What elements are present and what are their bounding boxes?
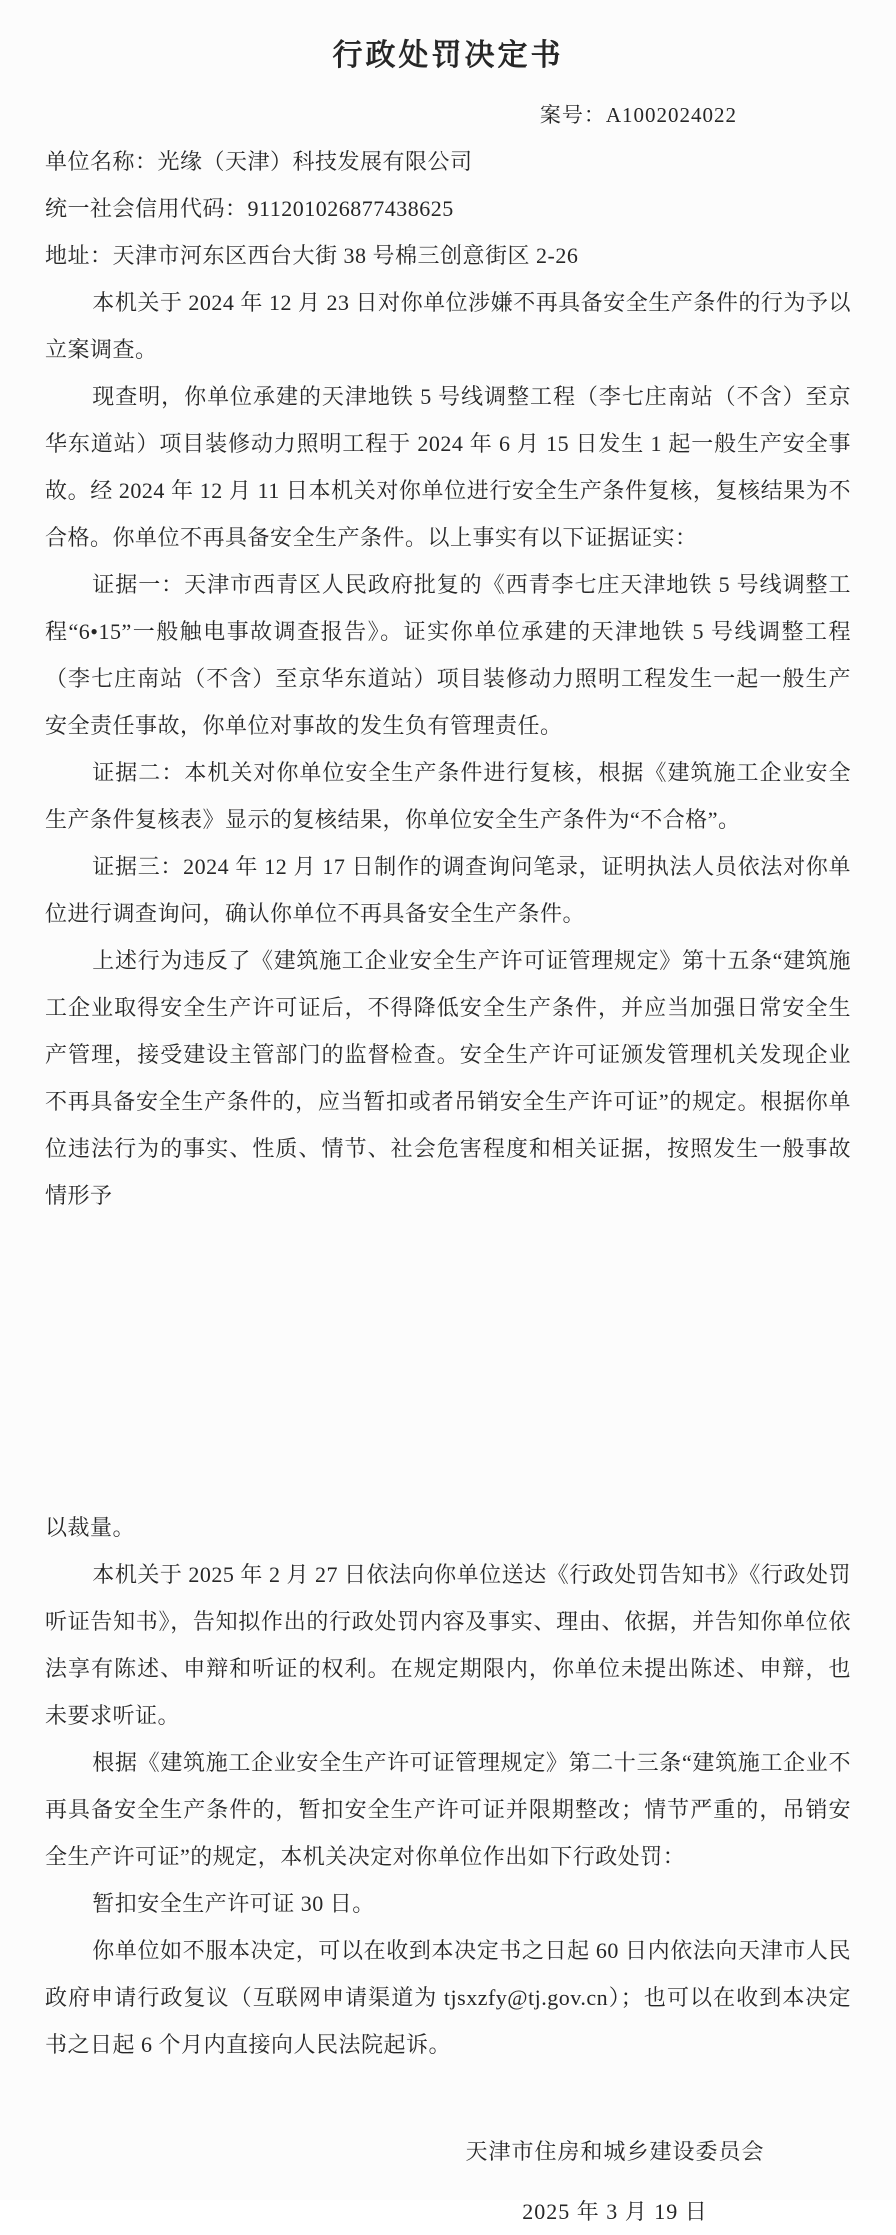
credit-code-value: 911201026877438625 [247, 196, 454, 221]
credit-code-line [45, 185, 851, 232]
paragraph-penalty-decision: 暂扣安全生产许可证 30 日。 [92, 1891, 375, 1916]
unit-name-label: 单位名称： [45, 149, 158, 174]
paragraph-penalty-basis: 根据《建筑施工企业安全生产许可证管理规定》第二十三条“建筑施工企业不再具备安全生产条件的，暂扣安全生产许可证并限期整改；情节严重的，吊销安全生产许可证”的规定，本机关决定对你单位作出如下行政处罚： [45, 1750, 851, 1869]
document-body [45, 279, 851, 2068]
paragraph-evidence-1: 证据一：天津市西青区人民政府批复的《西青李七庄天津地铁 5 号线调整工程“6•15”一般触电事故调查报告》。证实你单位承建的天津地铁 5 号线调整工程（李七庄南站（不含）至京华东道站）项目装修动力照明工程发生一起一般生产安全责任事故，你单位对事故的发生负有管理责任。 [45, 572, 851, 738]
page-break-gap [45, 1219, 851, 1504]
paragraph-notification: 本机关于 2025 年 2 月 27 日依法向你单位送达《行政处罚告知书》《行政处罚听证告知书》，告知拟作出的行政处罚内容及事实、理由、依据，并告知你单位依法享有陈述、申辩和听证的权利。在规定期限内，你单位未提出陈述、申辩，也未要求听证。 [45, 1562, 851, 1728]
paragraph-evidence-2: 证据二：本机关对你单位安全生产条件进行复核，根据《建筑施工企业安全生产条件复核表》显示的复核结果，你单位安全生产条件为“不合格”。 [45, 760, 851, 832]
paragraph-violation-part-2: 以裁量。 [45, 1515, 136, 1540]
paragraph-filing: 本机关于 2024 年 12 月 23 日对你单位涉嫌不再具备安全生产条件的行为予以立案调查。 [45, 290, 851, 362]
unit-name-value: 光缘（天津）科技发展有限公司 [157, 149, 473, 174]
unit-name-line [45, 138, 851, 185]
document-title: 行政处罚决定书 [332, 39, 564, 72]
signature-block [355, 2128, 875, 2235]
paragraph-findings: 现查明，你单位承建的天津地铁 5 号线调整工程（李七庄南站（不含）至京华东道站）项目装修动力照明工程于 2024 年 6 月 15 日发生 1 起一般生产安全事故。经 2024 年 12 月 11 日本机关对你单位进行安全生产条件复核，复核结果为不合格。你单位不再具备安全生产条件。以上事实有以下证据证实： [45, 384, 851, 550]
case-number: 案号：A1002024022 [539, 103, 737, 127]
unit-info-block [45, 138, 851, 279]
address-line [45, 232, 851, 279]
issue-date: 2025 年 3 月 19 日 [522, 2199, 708, 2224]
paragraph-appeal-rights: 你单位如不服本决定，可以在收到本决定书之日起 60 日内依法向天津市人民政府申请行政复议（互联网申请渠道为 tjsxzfy@tj.gov.cn）；也可以在收到本决定书之日起 6 个月内直接向人民法院起诉。 [45, 1938, 851, 2057]
paragraph-violation-part-1: 上述行为违反了《建筑施工企业安全生产许可证管理规定》第十五条“建筑施工企业取得安全生产许可证后，不得降低安全生产条件，并应当加强日常安全生产管理，接受建设主管部门的监督检查。安全生产许可证颁发管理机关发现企业不再具备安全生产条件的，应当暂扣或者吊销安全生产许可证”的规定。根据你单位违法行为的事实、性质、情节、社会危害程度和相关证据，按照发生一般事故情形予 [45, 948, 851, 1208]
address-value: 天津市河东区西台大街 38 号棉三创意街区 2-26 [112, 243, 579, 268]
credit-code-label: 统一社会信用代码： [45, 196, 248, 221]
paragraph-evidence-3: 证据三：2024 年 12 月 17 日制作的调查询问笔录，证明执法人员依法对你单位进行调查询问，确认你单位不再具备安全生产条件。 [45, 854, 851, 926]
address-label: 地址： [45, 243, 113, 268]
issuing-authority: 天津市住房和城乡建设委员会 [465, 2139, 765, 2164]
